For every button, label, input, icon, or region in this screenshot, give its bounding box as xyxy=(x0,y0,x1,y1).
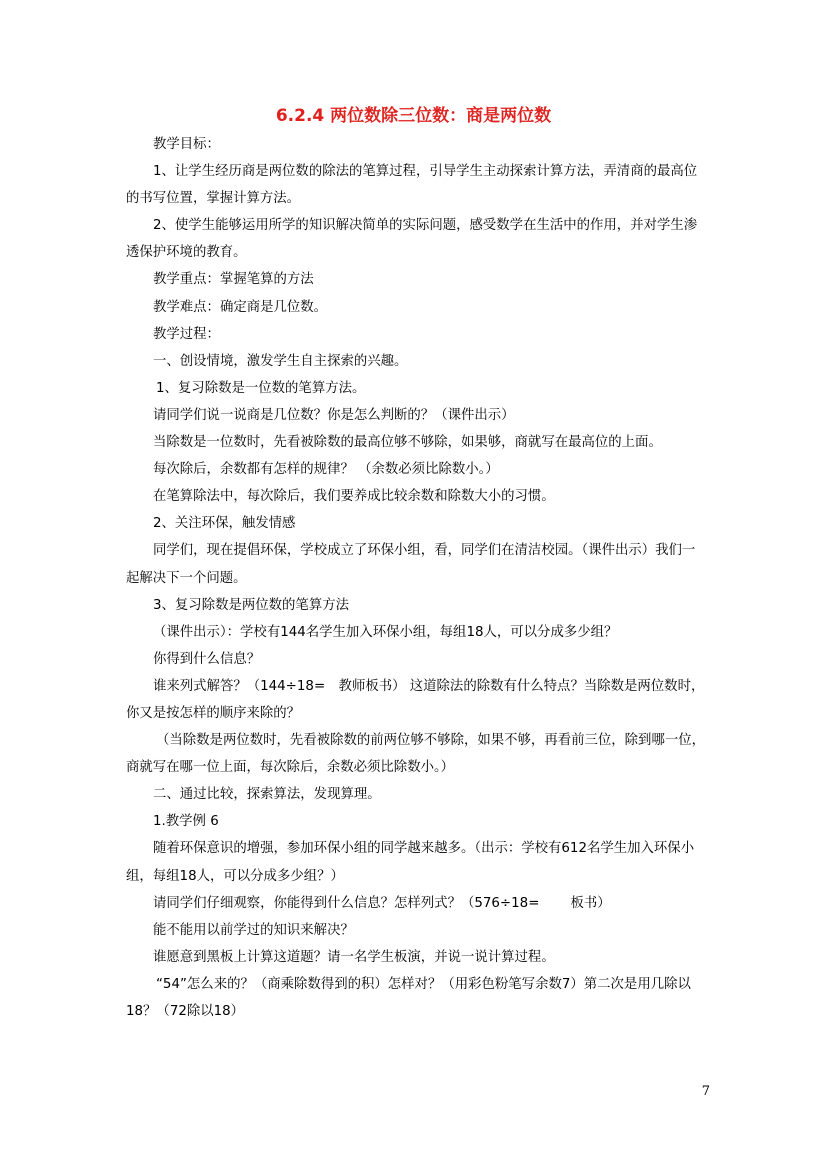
paragraph: （当除数是两位数时，先看被除数的前两位够不够除，如果不够，再看前三位，除到哪一位，商就写在哪一位上面，每次除后，余数必须比除数小。） xyxy=(126,733,706,776)
paragraph: “54”怎么来的？（商乘除数得到的积）怎样对？（用彩色粉笔写余数7）第二次是用几除以18？（72除以18） xyxy=(126,976,691,1019)
paragraph: 3、复习除数是两位数的笔算方法 xyxy=(153,597,349,613)
paragraph: 当除数是一位数时，先看被除数的最高位够不够除，如果够，商就写在最高位的上面。 xyxy=(153,435,662,451)
paragraph: 一、创设情境，激发学生自主探索的兴趣。 xyxy=(153,353,408,369)
paragraph: 教学目标： xyxy=(153,137,220,152)
paragraph: 请同学们仔细观察，你能得到什么信息？怎样列式？（576÷18= 板书） xyxy=(153,895,611,911)
page-number: 7 xyxy=(701,1084,710,1099)
paragraph: 能不能用以前学过的知识来解决？ xyxy=(153,922,354,938)
paragraph: 谁愿意到黑板上计算这道题？请一名学生板演，并说一说计算过程。 xyxy=(153,949,555,965)
paragraph: 同学们，现在提倡环保，学校成立了环保小组，看，同学们在清洁校园。（课件出示）我们一起解决下一个问题。 xyxy=(126,543,696,586)
paragraph: 教学重点：掌握笔算的方法 xyxy=(153,272,314,288)
paragraph: 2、使学生能够运用所学的知识解决简单的实际问题，感受数学在生活中的作用，并对学生渗透保护环境的教育。 xyxy=(126,218,698,261)
paragraph: 随着环保意识的增强，参加环保小组的同学越来越多。（出示：学校有612名学生加入环保小组，每组18人，可以分成多少组？） xyxy=(126,841,695,884)
paragraph: 你得到什么信息？ xyxy=(153,651,261,667)
document-body xyxy=(126,131,706,1025)
paragraph: （课件出示）：学校有144名学生加入环保小组，每组18人，可以分成多少组？ xyxy=(153,624,618,640)
paragraph: 教学过程： xyxy=(153,326,220,342)
paragraph: 在笔算除法中，每次除后，我们要养成比较余数和除数大小的习惯。 xyxy=(153,489,555,505)
paragraph: 二、通过比较，探索算法，发现算理。 xyxy=(153,787,381,803)
document-title: 6.2.4 两位数除三位数：商是两位数 xyxy=(275,106,552,126)
paragraph: 1、让学生经历商是两位数的除法的笔算过程，引导学生主动探索计算方法，弄清商的最高位的书写位置，掌握计算方法。 xyxy=(126,164,698,207)
paragraph: 教学难点：确定商是几位数。 xyxy=(153,299,328,315)
paragraph: 请同学们说一说商是几位数？你是怎么判断的？（课件出示） xyxy=(153,407,515,423)
paragraph: 谁来列式解答？（144÷18= 教师板书） 这道除法的除数有什么特点？当除数是两位数时，你又是按怎样的顺序来除的？ xyxy=(126,678,705,721)
paragraph: 2、关注环保，触发情感 xyxy=(153,516,296,532)
paragraph: 每次除后，余数都有怎样的规律？ （余数必须比除数小。） xyxy=(153,462,499,478)
paragraph: 1、复习除数是一位数的笔算方法。 xyxy=(156,380,366,396)
paragraph: 1.教学例 6 xyxy=(153,814,219,830)
